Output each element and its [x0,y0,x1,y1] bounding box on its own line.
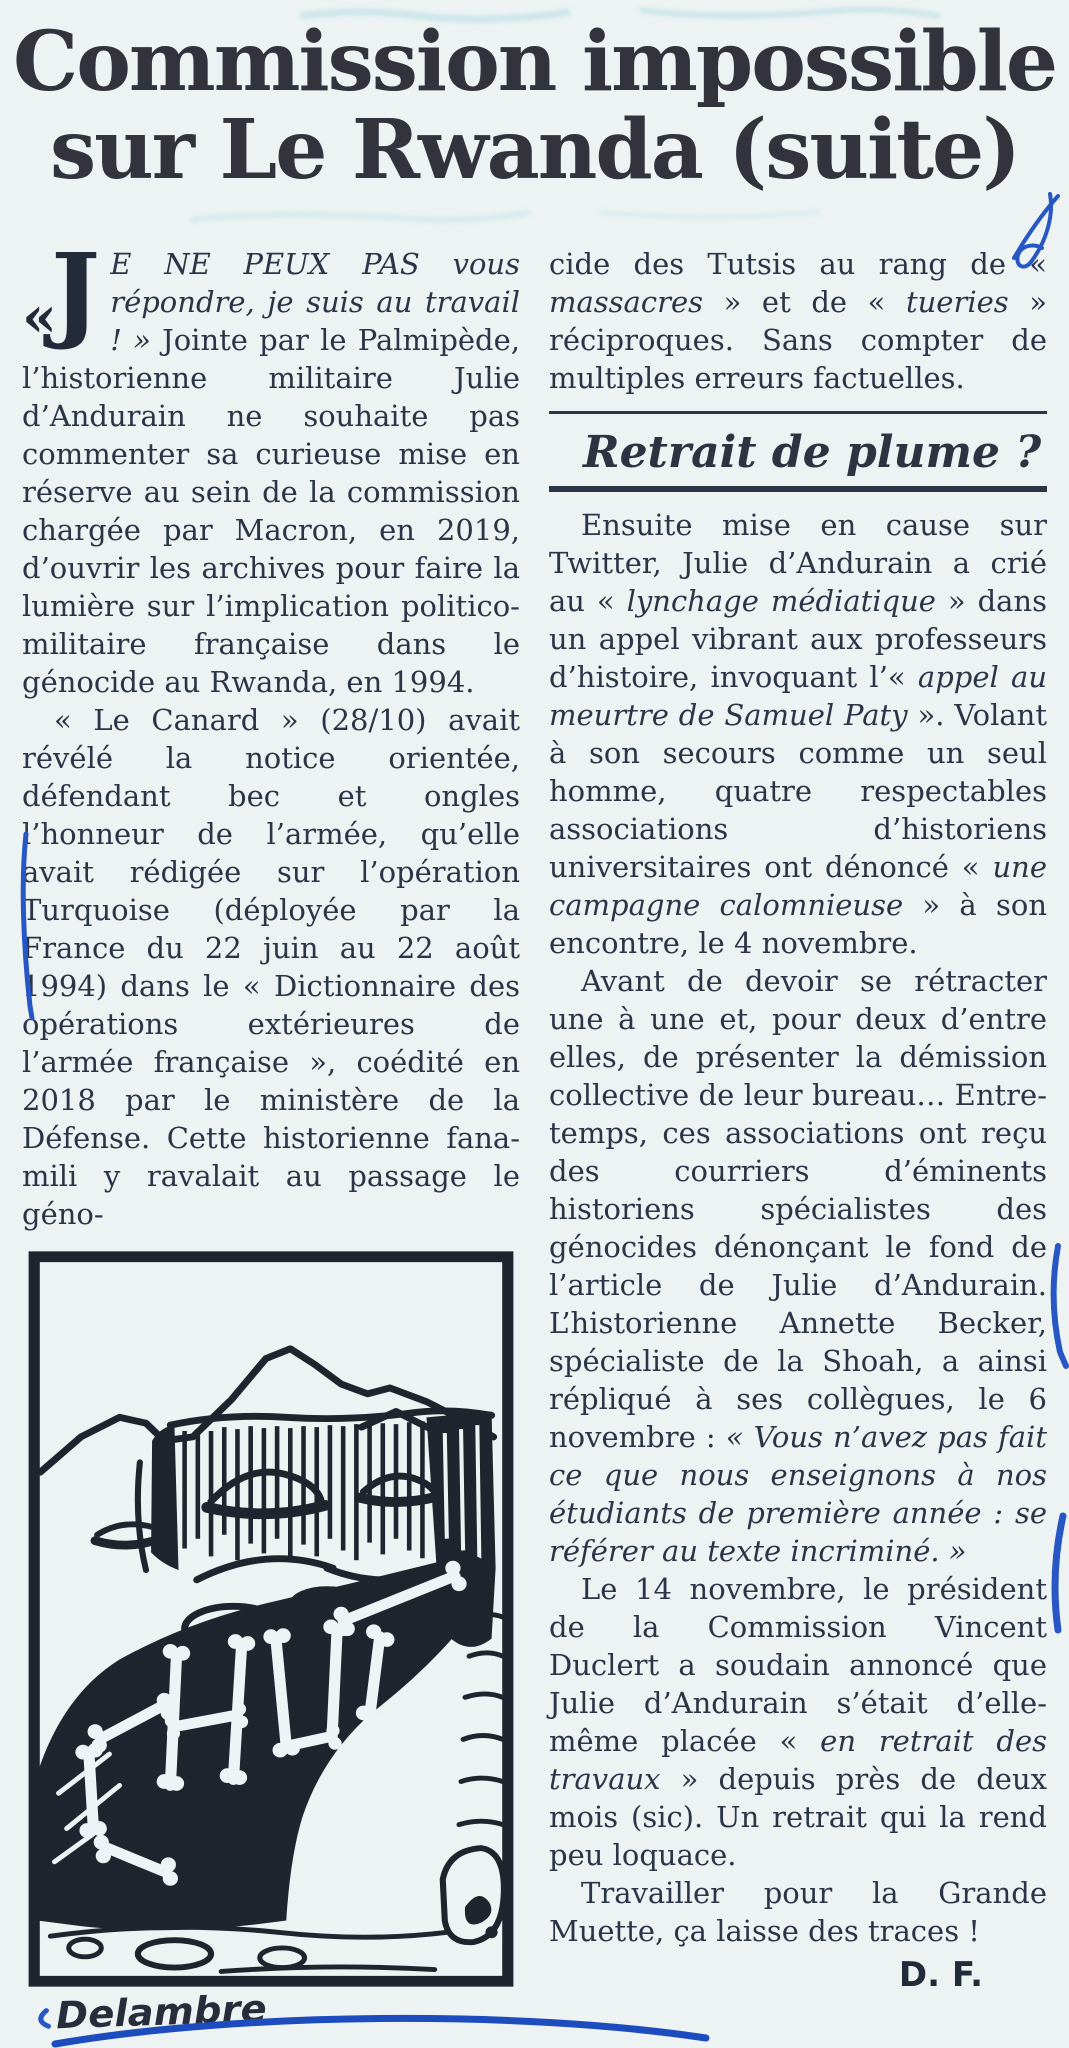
paragraph-text: Travailler pour la Grande Muette, ça laisse des traces ! [549,1876,1047,1948]
paragraph-text: « Le Canard » (28/10) avait révélé la notice orientée, défendant bec et ongles l’honneur de l’armée, qu’elle avait rédigée sur l’opération Turquoise (déployée par la France du 22 juin au 22 août 1994) dans le « Dictionnaire des opérations extérieures de l’armée française », coédité en 2018 par le ministère de la Défense. Cette historienne fana-mili y ravalait au passage le géno- [22,703,520,1231]
drop-cap-letter: J [51,230,101,353]
article-paragraph [549,1570,1047,1874]
divider-thin [549,411,1047,414]
artist-signature [41,1987,268,2037]
author-initials: D. F. [898,1955,983,1995]
signature-text: Delambre [55,1986,268,2038]
article-columns [22,230,1048,2040]
left-column [22,230,520,2040]
woodcut-illustration [22,1245,520,2040]
article-paragraph [22,701,520,1233]
pen-mark-right-margin-2 [1055,1516,1063,1630]
pen-mark-right-margin-1 [1054,1246,1066,1366]
section-subhead: Retrait de plume ? [583,427,1042,478]
article-paragraph [549,506,1047,962]
headline-line-2: sur Le Rwanda (suite) [50,102,1019,198]
drop-cap [22,230,101,353]
paragraph-text: cide des Tutsis au rang de « massacres » et de « tueries » réciproques. Sans compter de multiples erreurs factuelles. [549,247,1047,395]
right-bank [443,1615,504,1943]
cloud-shapes [95,1472,441,1545]
bottom-stones [50,1927,446,1971]
right-column [549,245,1047,1994]
article-headline [0,14,1069,198]
article-paragraph [22,230,520,701]
paragraph-text: E NE PEUX PAS vous répondre, je suis au travail ! » Jointe par le Palmipède, l’historienne militaire Julie d’Andurain ne souhaite pas commenter sa curieuse mise en réserve au sein de la commission chargée par Macron, en 2019, d’ouvrir les archives pour faire la lumière sur l’implication politico-militaire française dans le génocide au Rwanda, en 1994. [22,247,520,699]
article-paragraph [549,962,1047,1570]
pen-mark-signature [41,2011,49,2027]
article-paragraph [549,245,1047,397]
article-paragraph [549,1874,1047,1950]
paragraph-text: Avant de devoir se rétracter une à une et, pour deux d’entre elles, de présenter la démission collective de leur bureau… Entre-temps, ces associations ont reçu des courriers d’éminents historiens spécialistes des génocides dénonçant le fond de l’article de Julie d’Andurain. L’historienne Annette Becker, spécialiste de la Shoah, a ainsi répliqué à ses collègues, le 6 novembre : « Vous n’avez pas fait ce que nous enseignons à nos étudiants de première année : se référer au texte incriminé. » [549,964,1047,1568]
opening-guillemet: « [22,284,51,350]
headline-line-1: Commission impossible [12,14,1057,110]
paragraph-text: Ensuite mise en cause sur Twitter, Julie d’Andurain a crié au « lynchage médiatique » dans un appel vibrant aux professeurs d’histoire, invoquant l’« appel au meurtre de Samuel Paty ». Volant à son secours comme un seul homme, quatre respectables associations d’historiens universitaires ont dénoncé « une campagne calomnieuse » à son encontre, le 4 novembre. [549,508,1048,960]
waterfall-bones-drawing [22,1245,520,2040]
paragraph-text: Le 14 novembre, le président de la Commission Vincent Duclert a soudain annoncé que Julie d’Andurain s’était d’elle-même placée « en retrait des travaux » depuis près de deux mois (sic). Un retrait qui la rend peu loquace. [549,1572,1047,1872]
